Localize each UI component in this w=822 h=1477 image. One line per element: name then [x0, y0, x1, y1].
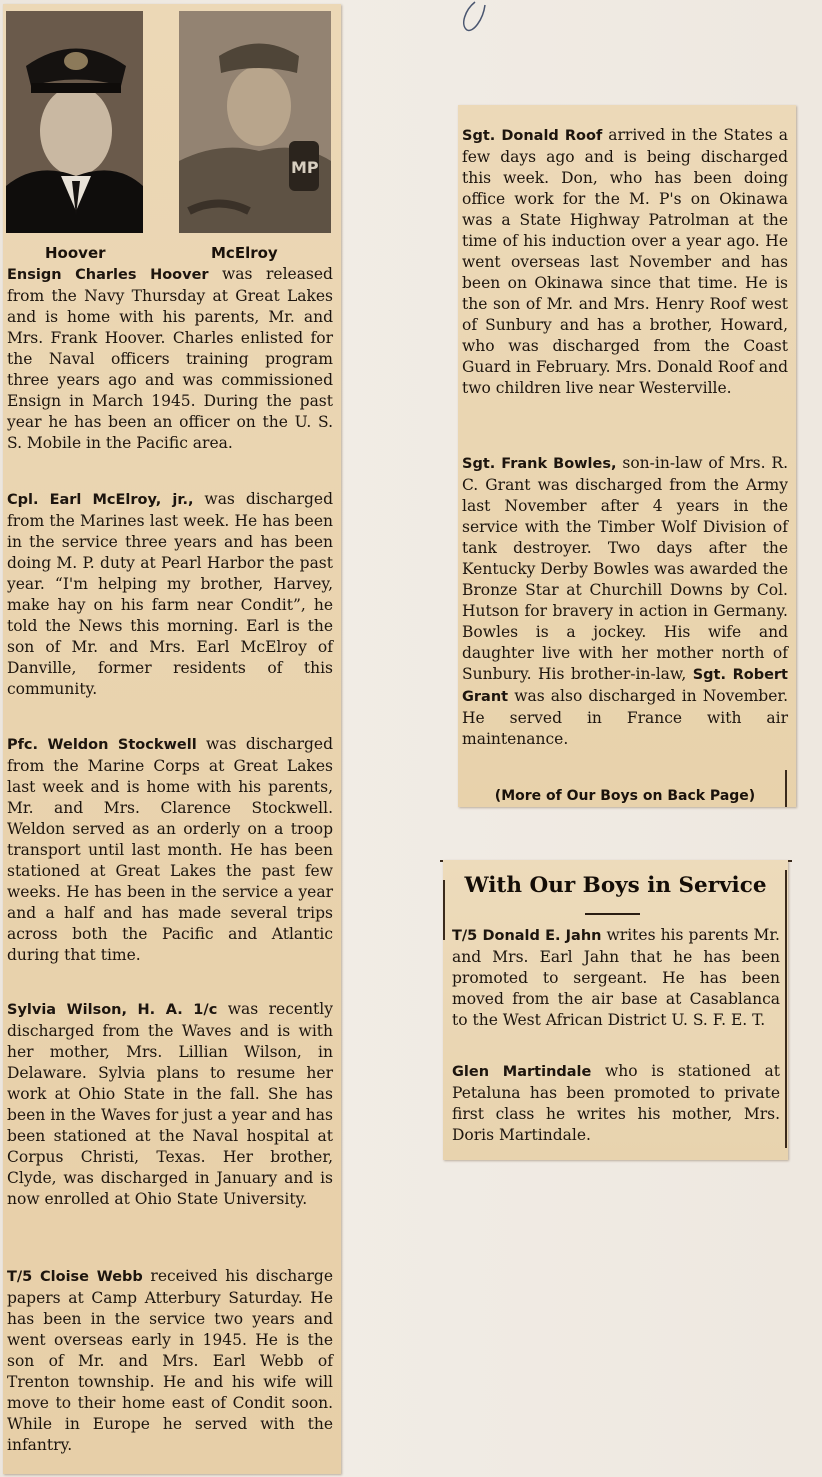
section-heading: With Our Boys in Service — [464, 873, 767, 898]
jahn-body: writes his parents Mr. and Mrs. Earl Jahn that he has been promoted to sergeant. He has been moved from the air base at Casablanca to the West African District U. S. F. E. T. — [452, 926, 780, 1029]
more-note: (More of Our Boys on Back Page) — [494, 788, 756, 804]
martindale-item — [452, 1061, 780, 1146]
mcelroy-item — [7, 489, 333, 700]
martindale-body: who is stationed at Petaluna has been promoted to private first class he writes his mother, Mrs. Doris Martindale. — [452, 1062, 780, 1144]
bowles-name: Sgt. Frank Bowles, — [462, 456, 617, 472]
mcelroy-body: was discharged from the Marines last week. He has been in the service three years and has been doing M. P. duty at Pearl Harbor the past year. “I'm helping my brother, Harvey, make hay on his farm near Condit”, he told the News this morning. Earl is the son of Mr. and Mrs. Earl McElroy of Danville, former residents of this community. — [7, 490, 334, 698]
mcelroy-name: Cpl. Earl McElroy, jr., — [7, 492, 194, 508]
mcelroy-photo — [179, 11, 331, 233]
pen-mark — [455, 0, 505, 40]
grant-name: Sgt. Robert Grant — [462, 667, 788, 705]
grant-body: was also discharged in November. He served in France with air maintenance. — [462, 687, 788, 748]
hoover-name: Ensign Charles Hoover — [7, 267, 209, 283]
webb-name: T/5 Cloise Webb — [7, 1269, 143, 1285]
jahn-name: T/5 Donald E. Jahn — [452, 928, 602, 944]
webb-item — [7, 1266, 333, 1456]
stockwell-name: Pfc. Weldon Stockwell — [7, 737, 197, 753]
bowles-item — [462, 453, 788, 750]
heading-underline — [585, 913, 640, 915]
column-rule — [785, 770, 787, 807]
hoover-item — [7, 264, 333, 454]
column-side-rule — [785, 870, 787, 1148]
left-clipping — [3, 4, 341, 1474]
bowles-body: son-in-law of Mrs. R. C. Grant was discharged from the Army last November after 4 years in the service with the Timber Wolf Division of tank destroyer. Two days after the Kentucky Derby Bowles was awarded the Bronze Star at Churchill Downs by Col. Hutson for bravery in action in Germany. Bowles is a jockey. His wife and daughter live with her mother north of Sunbury. His brother-in-law, — [462, 454, 788, 683]
martindale-name: Glen Martindale — [452, 1064, 592, 1080]
roof-body: arrived in the States a few days ago and is being discharged this week. Don, who has been doing office work for the M. P's on Okinawa was a State Highway Patrolman at the time of his induction over a year ago. He went overseas last November and has been on Okinawa since that time. He is the son of Mr. and Mrs. Henry Roof west of Sunbury and has a brother, Howard, who was discharged from the Coast Guard in February. Mrs. Donald Roof and two children live near Westerville. — [462, 126, 788, 397]
wilson-body: was recently discharged from the Waves and is with her mother, Mrs. Lillian Wilson, in Delaware. Sylvia plans to resume her work at Ohio State in the fall. She has been in the Waves for just a year and has been stationed at the Naval hospital at Corpus Christi, Texas. Her brother, Clyde, was discharged in January and is now enrolled at Ohio State University. — [7, 1000, 333, 1208]
hoover-body: was released from the Navy Thursday at Great Lakes and is home with his parents, Mr. and Mrs. Frank Hoover. Charles enlisted for the Naval officers training program three years ago and was commissioned Ensign in March 1945. During the past year he has been an officer on the U. S. S. Mobile in the Pacific area. — [7, 265, 333, 452]
webb-body: received his discharge papers at Camp Atterbury Saturday. He has been in the service two years and went overseas early in 1945. He is the son of Mr. and Mrs. Earl Webb of Trenton township. He and his wife will move to their home east of Condit soon. While in Europe he served with the infantry. — [7, 1267, 334, 1454]
svg-text:MP: MP — [291, 158, 319, 177]
hoover-caption: Hoover — [45, 244, 106, 262]
hoover-photo — [6, 11, 143, 233]
right-top-clipping — [458, 105, 796, 807]
mcelroy-caption: McElroy — [211, 244, 278, 262]
wilson-item — [7, 999, 333, 1210]
stockwell-item — [7, 734, 333, 966]
stockwell-body: was discharged from the Marine Corps at Great Lakes last week and is home with his parents, Mr. and Mrs. Clarence Stockwell. Weldon served as an orderly on a troop transport until last month. He has been stationed at Great Lakes the past few weeks. He has been in the service a year and a half and has made several trips across both the Pacific and Atlantic during that time. — [7, 735, 333, 964]
jahn-item — [452, 925, 780, 1031]
roof-item — [462, 125, 788, 399]
roof-name: Sgt. Donald Roof — [462, 128, 603, 144]
wilson-name: Sylvia Wilson, H. A. 1/c — [7, 1002, 218, 1018]
